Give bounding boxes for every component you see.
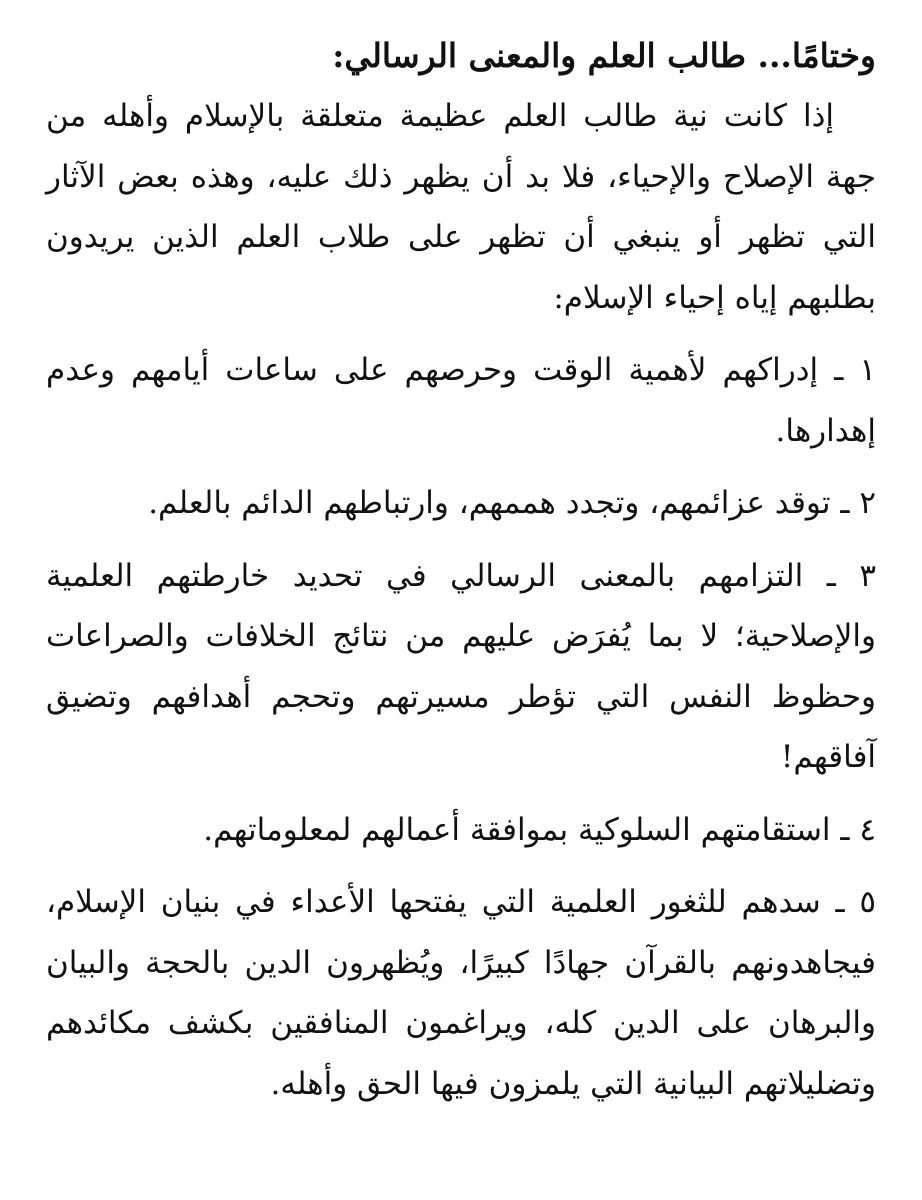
list-item-5 [46, 872, 876, 1114]
item-text: التزامهم بالمعنى الرسالي في تحديد خارطتهم العلمية والإصلاحية؛ لا بما يُفرَض عليهم من نتائج الخلافات والصراعات وحظوظ النفس التي تؤطر مسيرتهم وتحجم أهدافهم وتضيق آفاقهم! [46, 557, 876, 775]
item-number: ٥ ـ [835, 884, 877, 920]
item-number: ٢ ـ [840, 485, 876, 521]
item-number: ٣ ـ [826, 557, 877, 594]
item-text: استقامتهم السلوكية بموافقة أعمالهم لمعلوماتهم. [203, 811, 831, 848]
list-item-1 [46, 340, 876, 461]
item-text: سدهم للثغور العلمية التي يفتحها الأعداء في بنيان الإسلام، فيجاهدونهم بالقرآن جهادًا كبيرًا، ويُظهرون الدين بالحجة والبيان والبرهان على الدين كله، ويراغمون المنافقين بكشف مكائدهم وتضليلاتهم البيانية التي يلمزون فيها الحق وأهله. [46, 884, 876, 1102]
item-text: إدراكهم لأهمية الوقت وحرصهم على ساعات أيامهم وعدم إهدارها. [46, 352, 876, 449]
list-item-2 [46, 473, 876, 534]
list-item-3 [46, 546, 876, 788]
item-number: ٤ ـ [840, 811, 876, 848]
section-heading: وختامًا... طالب العلم والمعنى الرسالي: [332, 36, 876, 75]
intro-paragraph: إذا كانت نية طالب العلم عظيمة متعلقة بالإسلام وأهله من جهة الإصلاح والإحياء، فلا بد أن يظهر ذلك عليه، وهذه بعض الآثار التي تظهر أو ينبغي أن تظهر على طلاب العلم الذين يريدون بطلبهم إياه إحياء الإسلام: [46, 98, 876, 316]
item-number: ١ ـ [834, 352, 877, 388]
item-text: توقد عزائمهم، وتجدد هممهم، وارتباطهم الدائم بالعلم. [148, 485, 831, 521]
list-item-4 [46, 800, 876, 861]
